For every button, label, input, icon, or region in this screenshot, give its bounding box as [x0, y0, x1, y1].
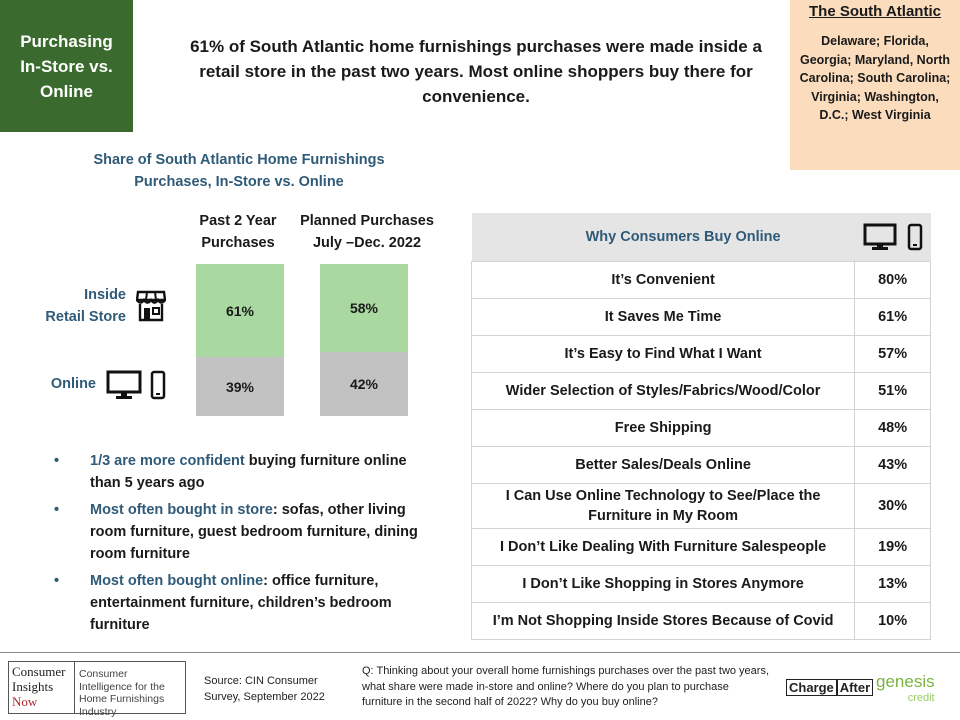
reasons-table [471, 213, 931, 640]
reason-cell: I Don’t Like Shopping in Stores Anymore [472, 565, 855, 602]
logo-wordmark [9, 662, 75, 713]
bullet-highlight: Most often bought online [90, 573, 264, 589]
genesis-logo [876, 674, 935, 706]
table-row [472, 261, 931, 298]
insight-bullets [50, 450, 440, 641]
bar-past-online [196, 357, 284, 416]
survey-question: Q: Thinking about your overall home furnishings purchases over the past two years, what share were made in-store and online? Where do you plan to purchase furniture in the second half of 2022? Why do you buy online? [362, 665, 770, 708]
table-row [472, 602, 931, 639]
table-header-icons [855, 213, 931, 261]
reason-cell: Free Shipping [472, 409, 855, 446]
chargeafter-logo [786, 680, 873, 695]
bullet-highlight: 1/3 are more confident [90, 453, 245, 469]
table-header [472, 213, 931, 261]
monitor-icon [863, 223, 897, 251]
pct-cell: 51% [855, 372, 931, 409]
bullet-text: buying furniture online than 5 years ago [90, 453, 407, 491]
reason-cell: I’m Not Shopping Inside Stores Because of Covid [472, 602, 855, 639]
table-row [472, 528, 931, 565]
table-row [472, 409, 931, 446]
bullet-item [50, 450, 440, 494]
bar-label-planned-online: 42% [349, 376, 379, 392]
genesis-word: genesis [876, 672, 935, 691]
chart-title: Share of South Atlantic Home Furnishings Purchases, In-Store vs. Online [93, 152, 385, 190]
chargeafter-word: Charge [786, 679, 837, 696]
logo-word: Now [12, 694, 38, 709]
corner-label: Purchasing In-Store vs. Online [0, 0, 133, 132]
reason-cell: I Don’t Like Dealing With Furniture Salespeople [472, 528, 855, 565]
table-title: Why Consumers Buy Online [472, 213, 855, 261]
bullet-item [50, 570, 440, 636]
pct-cell: 61% [855, 298, 931, 335]
bullet-highlight: Most often bought in store [90, 502, 273, 518]
phone-icon [150, 370, 166, 400]
table-row [472, 372, 931, 409]
monitor-icon [106, 370, 142, 400]
pct-cell: 13% [855, 565, 931, 602]
chargeafter-word-boxed: After [837, 679, 873, 696]
headline: 61% of South Atlantic home furnishings purchases were made inside a retail store in the past two years. Most online shoppers buy there for convenience. [190, 37, 762, 106]
logo-word: Consumer [12, 664, 66, 679]
reason-cell: Wider Selection of Styles/Fabrics/Wood/Color [472, 372, 855, 409]
bullet-text: : office furniture, entertainment furniture, children’s bedroom furniture [90, 573, 392, 633]
bar-label-planned-store: 58% [349, 300, 379, 316]
region-box [790, 0, 960, 170]
genesis-sub: credit [907, 692, 935, 704]
reason-cell: It Saves Me Time [472, 298, 855, 335]
reason-cell: Better Sales/Deals Online [472, 446, 855, 483]
source-note: Source: CIN Consumer Survey, September 2022 [204, 675, 325, 703]
pct-cell: 10% [855, 602, 931, 639]
phone-icon [907, 223, 923, 251]
table-row [472, 298, 931, 335]
reason-cell: It’s Easy to Find What I Want [472, 335, 855, 372]
pct-cell: 48% [855, 409, 931, 446]
pct-cell: 57% [855, 335, 931, 372]
legend-online: Online [50, 376, 96, 392]
pct-cell: 43% [855, 446, 931, 483]
store-icon [136, 290, 166, 322]
col-head-planned: Planned Purchases July –Dec. 2022 [300, 213, 434, 251]
bar-label-past-store: 61% [225, 302, 255, 319]
pct-cell: 19% [855, 528, 931, 565]
footer-divider [0, 652, 960, 653]
cin-logo [8, 661, 186, 718]
bullet-item [50, 499, 440, 565]
region-states: Delaware; Florida, Georgia; Maryland, North Carolina; South Carolina; Virginia; Washington, D.C.; West Virginia [799, 34, 951, 122]
reason-cell: It’s Convenient [472, 261, 855, 298]
table-row [472, 446, 931, 483]
bar-planned-online [320, 352, 408, 416]
logo-word: Insights [12, 679, 54, 694]
bar-label-past-online: 39% [225, 378, 255, 395]
legend-store: Inside Retail Store [45, 287, 126, 325]
pct-cell: 30% [855, 483, 931, 528]
col-head-past: Past 2 Year Purchases [199, 213, 277, 251]
bar-past-store [196, 264, 284, 357]
pct-cell: 80% [855, 261, 931, 298]
bar-planned-store [320, 264, 408, 352]
logo-tagline: Consumer Intelligence for the Home Furnishings Industry [79, 668, 165, 718]
reason-cell: I Can Use Online Technology to See/Place the Furniture in My Room [472, 483, 855, 528]
bullet-text: : sofas, other living room furniture, guest bedroom furniture, dining room furniture [90, 502, 418, 562]
table-row [472, 565, 931, 602]
table-row [472, 483, 931, 528]
region-title: The South Atlantic [809, 3, 941, 20]
table-row [472, 335, 931, 372]
